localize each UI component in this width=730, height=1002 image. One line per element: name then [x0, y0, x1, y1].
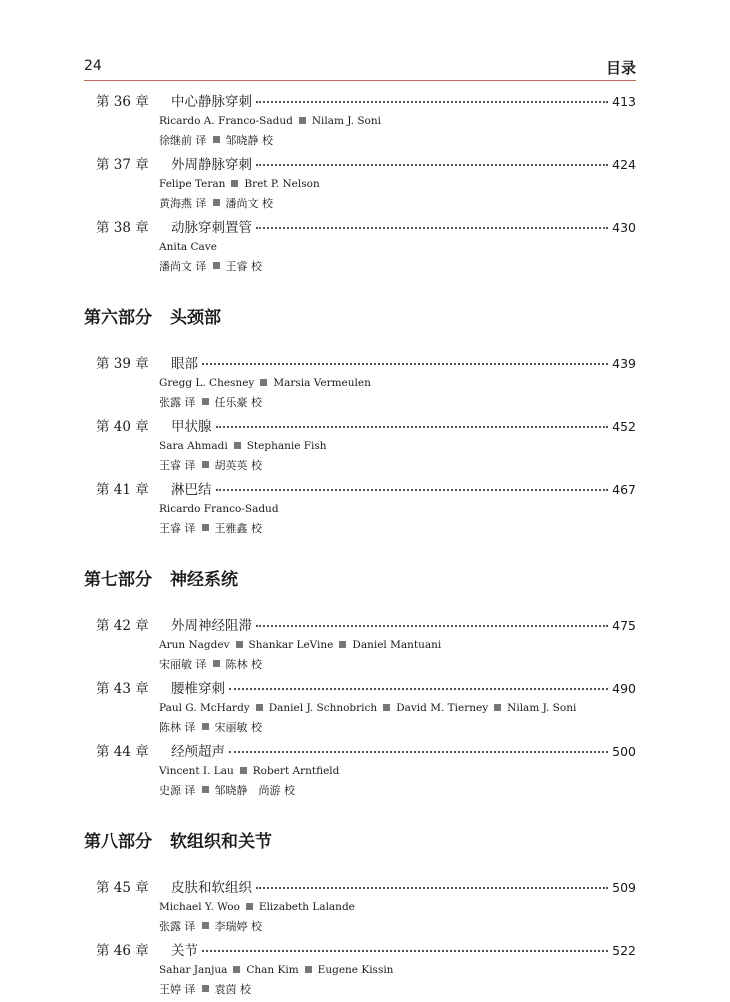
chapter-entry [84, 90, 636, 149]
chapter-line [84, 876, 636, 897]
separator-square-icon [202, 524, 209, 531]
chapter-number: 第 46 章 [96, 943, 149, 959]
dot-leader [229, 751, 608, 753]
table-of-contents [84, 90, 636, 1002]
separator-square-icon [383, 704, 390, 711]
dot-leader [216, 489, 609, 491]
chapter-authors [159, 237, 636, 256]
part-heading [84, 303, 636, 328]
author-name: Michael Y. Woo [159, 900, 240, 913]
chapter-line [84, 614, 636, 635]
translator-credit: 潘尚文 译 [159, 259, 207, 273]
chapter-translators [159, 916, 636, 935]
author-name: Daniel J. Schnobrich [268, 701, 378, 714]
chapter-title: 腰椎穿刺 [171, 681, 225, 697]
chapter-authors [159, 499, 636, 518]
chapter-line [84, 90, 636, 111]
separator-square-icon [202, 922, 209, 929]
part-title: 头颈部 [170, 308, 221, 328]
chapter-authors [159, 635, 636, 654]
chapter-translators [159, 518, 636, 537]
part-label: 第七部分 [84, 570, 152, 590]
chapter-translators [159, 780, 636, 799]
separator-square-icon [299, 117, 306, 124]
chapter-number: 第 38 章 [96, 220, 149, 236]
translator-credit: 陈林 校 [225, 657, 262, 671]
separator-square-icon [202, 985, 209, 992]
chapter-title: 中心静脉穿刺 [171, 94, 252, 110]
translator-credit: 邹晓静 尚游 校 [214, 783, 295, 797]
chapter-title: 甲状腺 [171, 419, 212, 435]
separator-square-icon [234, 442, 241, 449]
separator-square-icon [202, 398, 209, 405]
separator-square-icon [231, 180, 238, 187]
chapter-number: 第 37 章 [96, 157, 149, 173]
translator-credit: 王睿 译 [159, 521, 196, 535]
part-title: 软组织和关节 [170, 832, 272, 852]
chapter-translators [159, 979, 636, 998]
translator-credit: 任乐豪 校 [214, 395, 262, 409]
translator-credit: 王睿 校 [225, 259, 262, 273]
author-name: Marsia Vermeulen [273, 376, 371, 389]
chapter-line [84, 740, 636, 761]
chapter-entry [84, 415, 636, 474]
part-label: 第六部分 [84, 308, 152, 328]
chapter-entry [84, 352, 636, 411]
chapter-title: 淋巴结 [171, 482, 212, 498]
chapter-page: 509 [612, 880, 636, 895]
author-name: Ricardo Franco-Sadud [159, 502, 279, 515]
separator-square-icon [202, 723, 209, 730]
dot-leader [256, 625, 608, 627]
chapter-authors [159, 111, 636, 130]
chapter-title: 眼部 [171, 356, 198, 372]
translator-credit: 邹晓静 校 [225, 133, 273, 147]
separator-square-icon [339, 641, 346, 648]
author-name: Sara Ahmadi [159, 439, 228, 452]
dot-leader [202, 363, 608, 365]
author-name: Ricardo A. Franco-Sadud [159, 114, 293, 127]
header-title: 目录 [605, 59, 636, 77]
separator-square-icon [494, 704, 501, 711]
translator-credit: 宋丽敏 校 [214, 720, 262, 734]
translator-credit: 潘尚文 校 [225, 196, 273, 210]
translator-credit: 王雅鑫 校 [214, 521, 262, 535]
chapter-translators [159, 256, 636, 275]
chapter-line [84, 415, 636, 436]
translator-credit: 张露 译 [159, 395, 196, 409]
translator-credit: 袁茵 校 [214, 982, 251, 996]
translator-credit: 黄海燕 译 [159, 196, 207, 210]
chapter-number: 第 41 章 [96, 482, 149, 498]
chapter-entry [84, 740, 636, 799]
author-name: David M. Tierney [396, 701, 489, 714]
chapter-translators [159, 654, 636, 673]
translator-credit: 徐继前 译 [159, 133, 207, 147]
author-name: Felipe Teran [159, 177, 226, 190]
separator-square-icon [260, 379, 267, 386]
translator-credit: 张露 译 [159, 919, 196, 933]
chapter-page: 475 [612, 618, 636, 633]
separator-square-icon [246, 903, 253, 910]
author-name: Sahar Janjua [159, 963, 228, 976]
chapter-entry [84, 153, 636, 212]
chapter-number: 第 42 章 [96, 618, 149, 634]
separator-square-icon [213, 199, 220, 206]
chapter-entry [84, 216, 636, 275]
dot-leader [256, 101, 608, 103]
translator-credit: 宋丽敏 译 [159, 657, 207, 671]
chapter-authors [159, 373, 636, 392]
translator-credit: 王婷 译 [159, 982, 196, 996]
chapter-authors [159, 698, 636, 717]
separator-square-icon [213, 660, 220, 667]
translator-credit: 陈林 译 [159, 720, 196, 734]
separator-square-icon [202, 461, 209, 468]
chapter-page: 522 [612, 943, 636, 958]
chapter-page: 500 [612, 744, 636, 759]
dot-leader [229, 688, 608, 690]
chapter-number: 第 36 章 [96, 94, 149, 110]
chapter-line [84, 153, 636, 174]
author-name: Bret P. Nelson [244, 177, 320, 190]
chapter-number: 第 39 章 [96, 356, 149, 372]
chapter-entry [84, 876, 636, 935]
author-name: Stephanie Fish [246, 439, 327, 452]
page-header [84, 56, 636, 81]
author-name: Elizabeth Lalande [258, 900, 355, 913]
chapter-number: 第 40 章 [96, 419, 149, 435]
separator-square-icon [236, 641, 243, 648]
separator-square-icon [240, 767, 247, 774]
chapter-page: 413 [612, 94, 636, 109]
author-name: Paul G. McHardy [159, 701, 250, 714]
chapter-title: 外周静脉穿刺 [171, 157, 252, 173]
translator-credit: 史源 译 [159, 783, 196, 797]
separator-square-icon [202, 786, 209, 793]
part-label: 第八部分 [84, 832, 152, 852]
chapter-translators [159, 392, 636, 411]
author-name: Eugene Kissin [317, 963, 394, 976]
chapter-authors [159, 436, 636, 455]
chapter-translators [159, 193, 636, 212]
part-title: 神经系统 [170, 570, 238, 590]
author-name: Shankar LeVine [248, 638, 334, 651]
chapter-translators [159, 130, 636, 149]
chapter-translators [159, 717, 636, 736]
separator-square-icon [305, 966, 312, 973]
dot-leader [256, 227, 608, 229]
chapter-title: 皮肤和软组织 [171, 880, 252, 896]
chapter-authors [159, 174, 636, 193]
separator-square-icon [213, 136, 220, 143]
chapter-translators [159, 455, 636, 474]
chapter-entry [84, 677, 636, 736]
chapter-entry [84, 939, 636, 998]
author-name: Chan Kim [246, 963, 299, 976]
chapter-line [84, 677, 636, 698]
author-name: Robert Arntfield [252, 764, 340, 777]
page-number: 24 [84, 58, 102, 74]
author-name: Nilam J. Soni [507, 701, 577, 714]
translator-credit: 王睿 译 [159, 458, 196, 472]
translator-credit: 胡英英 校 [214, 458, 262, 472]
chapter-page: 424 [612, 157, 636, 172]
chapter-line [84, 478, 636, 499]
chapter-entry [84, 478, 636, 537]
chapter-authors [159, 960, 636, 979]
chapter-line [84, 939, 636, 960]
separator-square-icon [256, 704, 263, 711]
chapter-page: 490 [612, 681, 636, 696]
chapter-page: 439 [612, 356, 636, 371]
chapter-line [84, 352, 636, 373]
chapter-title: 关节 [171, 943, 198, 959]
translator-credit: 李瑞婷 校 [214, 919, 262, 933]
chapter-page: 467 [612, 482, 636, 497]
separator-square-icon [233, 966, 240, 973]
chapter-title: 动脉穿刺置管 [171, 220, 252, 236]
author-name: Arun Nagdev [159, 638, 230, 651]
dot-leader [256, 164, 608, 166]
author-name: Daniel Mantuani [352, 638, 442, 651]
author-name: Anita Cave [159, 240, 217, 253]
chapter-number: 第 44 章 [96, 744, 149, 760]
part-heading [84, 565, 636, 590]
author-name: Nilam J. Soni [311, 114, 381, 127]
dot-leader [216, 426, 609, 428]
separator-square-icon [213, 262, 220, 269]
chapter-authors [159, 897, 636, 916]
chapter-line [84, 216, 636, 237]
chapter-entry [84, 614, 636, 673]
part-heading [84, 827, 636, 852]
chapter-authors [159, 761, 636, 780]
chapter-title: 经颅超声 [171, 744, 225, 760]
dot-leader [202, 950, 608, 952]
chapter-number: 第 43 章 [96, 681, 149, 697]
chapter-page: 430 [612, 220, 636, 235]
author-name: Vincent I. Lau [159, 764, 234, 777]
chapter-number: 第 45 章 [96, 880, 149, 896]
chapter-page: 452 [612, 419, 636, 434]
author-name: Gregg L. Chesney [159, 376, 255, 389]
chapter-title: 外周神经阻滞 [171, 618, 252, 634]
dot-leader [256, 887, 608, 889]
